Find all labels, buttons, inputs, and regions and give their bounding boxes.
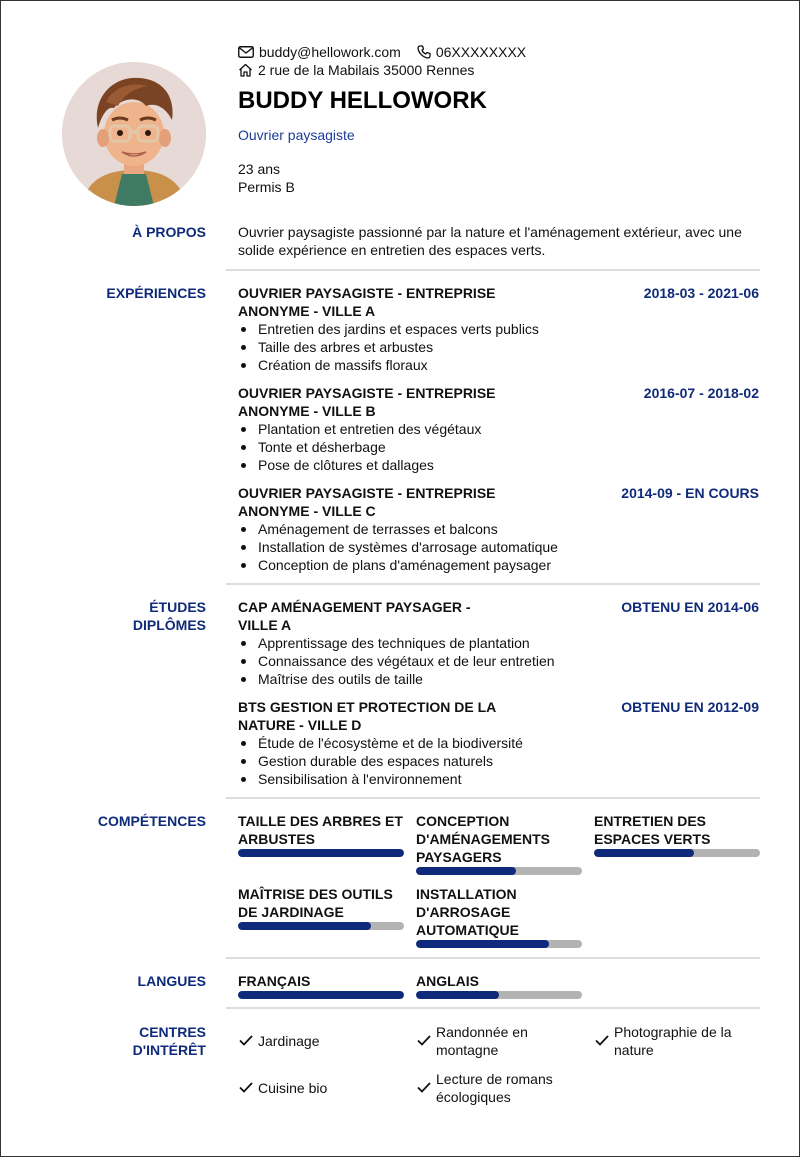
- experience-date: 2016-07 - 2018-02: [643, 385, 759, 401]
- education-entry: [238, 598, 759, 688]
- skill-bar-fill: [238, 922, 371, 930]
- skill-name: ENTRETIEN DES ESPACES VERTS: [594, 813, 711, 847]
- skill-item: [238, 885, 404, 930]
- skill-item: [416, 885, 582, 948]
- languages-section-label: LANGUES: [137, 973, 206, 989]
- interest-text: Lecture de romans écologiques: [436, 1071, 553, 1105]
- task-item: Taille des arbres et arbustes: [238, 338, 759, 356]
- contact-block: [238, 43, 542, 79]
- interest-text: Randonnée en montagne: [436, 1024, 528, 1058]
- education-section-label: [61, 598, 206, 634]
- education-date: OBTENU EN 2014-06: [621, 599, 759, 615]
- phone-contact[interactable]: [417, 43, 526, 61]
- license-text: Permis B: [238, 179, 295, 195]
- checkmark-icon: [594, 1032, 610, 1048]
- experience-tasks: [238, 520, 759, 574]
- education-title: CAP AMÉNAGEMENT PAYSAGER - VILLE A: [238, 599, 471, 633]
- task-item: Création de massifs floraux: [238, 356, 759, 374]
- email-text: buddy@hellowork.com: [259, 44, 401, 60]
- language-bar-fill: [238, 991, 404, 999]
- education-date: OBTENU EN 2012-09: [621, 699, 759, 715]
- experience-date: 2014-09 - EN COURS: [621, 485, 759, 501]
- skill-bar: [416, 940, 582, 948]
- language-bar: [238, 991, 404, 999]
- divider: [226, 583, 760, 585]
- personal-info: [238, 160, 295, 196]
- mail-icon: [238, 46, 254, 58]
- task-item: Pose de clôtures et dallages: [238, 456, 759, 474]
- experiences-section-label: EXPÉRIENCES: [106, 285, 206, 301]
- experience-tasks: [238, 320, 759, 374]
- task-item: Conception de plans d'aménagement paysager: [238, 556, 759, 574]
- task-item: Plantation et entretien des végétaux: [238, 420, 759, 438]
- education-entry: [238, 698, 759, 788]
- avatar: [62, 62, 206, 206]
- language-name: FRANÇAIS: [238, 973, 311, 989]
- interests-label-line2: D'INTÉRÊT: [132, 1042, 206, 1058]
- language-name: ANGLAIS: [416, 973, 479, 989]
- phone-icon: [417, 45, 431, 59]
- interest-text: Cuisine bio: [258, 1080, 328, 1096]
- about-section-label: À PROPOS: [132, 224, 206, 240]
- experience-entry: [238, 384, 759, 474]
- language-item: [416, 972, 582, 999]
- checkmark-icon: [416, 1032, 432, 1048]
- divider: [226, 269, 760, 271]
- task-item: Aménagement de terrasses et balcons: [238, 520, 759, 538]
- interest-item: [238, 1079, 398, 1097]
- skill-item: [594, 812, 760, 857]
- language-item: [238, 972, 404, 999]
- skill-bar-fill: [416, 940, 549, 948]
- language-bar: [416, 991, 582, 999]
- interest-text: Photographie de la nature: [614, 1024, 732, 1058]
- checkmark-icon: [238, 1079, 254, 1095]
- skills-section-label: COMPÉTENCES: [97, 813, 206, 829]
- topic-item: Étude de l'écosystème et de la biodiversité: [238, 734, 759, 752]
- skill-item: [238, 812, 404, 857]
- about-text: Ouvrier paysagiste passionné par la nature et l'aménagement extérieur, avec une solide expérience en entretien des espaces verts.: [238, 224, 742, 258]
- address-contact: [238, 61, 474, 79]
- checkmark-icon: [416, 1079, 432, 1095]
- checkmark-icon: [238, 1032, 254, 1048]
- skill-name: INSTALLATION D'ARROSAGE AUTOMATIQUE: [416, 886, 519, 938]
- experience-tasks: [238, 420, 759, 474]
- education-topics: [238, 734, 759, 788]
- skill-item: [416, 812, 582, 875]
- education-title: BTS GESTION ET PROTECTION DE LA NATURE - VILLE D: [238, 699, 496, 733]
- divider: [226, 1007, 760, 1009]
- skill-name: CONCEPTION D'AMÉNAGEMENTS PAYSAGERS: [416, 813, 550, 865]
- skill-bar-fill: [594, 849, 694, 857]
- phone-text: 06XXXXXXXX: [435, 44, 527, 60]
- language-bar-fill: [416, 991, 499, 999]
- experience-title: OUVRIER PAYSAGISTE - ENTREPRISE ANONYME - VILLE B: [238, 385, 496, 419]
- divider: [226, 797, 760, 799]
- task-item: Installation de systèmes d'arrosage automatique: [238, 538, 759, 556]
- age-text: 23 ans: [238, 161, 281, 177]
- skill-bar-fill: [416, 867, 516, 875]
- skill-bar-fill: [238, 849, 404, 857]
- interest-item: [238, 1032, 398, 1050]
- interest-item: [416, 1070, 566, 1106]
- education-topics: [238, 634, 759, 688]
- skill-bar: [238, 849, 404, 857]
- home-icon: [238, 63, 253, 77]
- skill-name: MAÎTRISE DES OUTILS DE JARDINAGE: [238, 886, 393, 920]
- interest-item: [416, 1023, 566, 1059]
- experience-date: 2018-03 - 2021-06: [643, 285, 759, 301]
- interest-text: Jardinage: [258, 1033, 320, 1049]
- divider: [226, 957, 760, 959]
- interests-label-line1: CENTRES: [139, 1024, 206, 1040]
- topic-item: Connaissance des végétaux et de leur entretien: [238, 652, 759, 670]
- experience-entry: [238, 284, 759, 374]
- topic-item: Apprentissage des techniques de plantation: [238, 634, 759, 652]
- address-text: 2 rue de la Mabilais 35000 Rennes: [258, 62, 475, 78]
- task-item: Tonte et désherbage: [238, 438, 759, 456]
- email-contact[interactable]: [238, 43, 401, 61]
- experience-entry: [238, 484, 759, 574]
- education-label-line1: ÉTUDES: [149, 599, 206, 615]
- skill-bar: [238, 922, 404, 930]
- experience-title: OUVRIER PAYSAGISTE - ENTREPRISE ANONYME - VILLE A: [238, 285, 496, 319]
- skill-name: TAILLE DES ARBRES ET ARBUSTES: [238, 813, 403, 847]
- interests-section-label: [61, 1023, 206, 1059]
- skill-bar: [416, 867, 582, 875]
- topic-item: Sensibilisation à l'environnement: [238, 770, 759, 788]
- skill-bar: [594, 849, 760, 857]
- experience-title: OUVRIER PAYSAGISTE - ENTREPRISE ANONYME - VILLE C: [238, 485, 496, 519]
- candidate-name: BUDDY HELLOWORK: [238, 87, 487, 114]
- interest-item: [594, 1023, 744, 1059]
- topic-item: Gestion durable des espaces naturels: [238, 752, 759, 770]
- topic-item: Maîtrise des outils de taille: [238, 670, 759, 688]
- task-item: Entretien des jardins et espaces verts publics: [238, 320, 759, 338]
- job-title: Ouvrier paysagiste: [238, 127, 355, 143]
- education-label-line2: DIPLÔMES: [132, 617, 206, 633]
